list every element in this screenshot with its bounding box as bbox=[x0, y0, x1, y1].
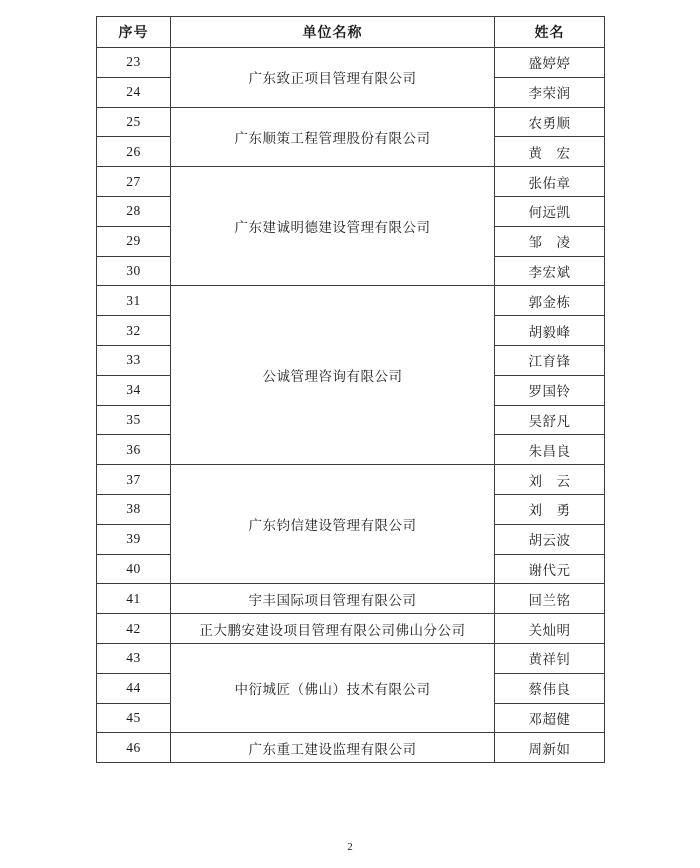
person-name-cell: 刘 云 bbox=[495, 465, 605, 495]
table-row bbox=[97, 584, 605, 614]
company-name-cell: 广东钧信建设管理有限公司 bbox=[171, 465, 495, 584]
serial-number-cell: 33 bbox=[97, 345, 171, 375]
serial-number-cell: 37 bbox=[97, 465, 171, 495]
person-name-cell: 刘 勇 bbox=[495, 494, 605, 524]
serial-number-cell: 32 bbox=[97, 316, 171, 346]
page-number: 2 bbox=[347, 841, 353, 853]
serial-number-cell: 31 bbox=[97, 286, 171, 316]
header-person-name: 姓名 bbox=[495, 17, 605, 48]
serial-number-cell: 35 bbox=[97, 405, 171, 435]
person-name-cell: 黄 宏 bbox=[495, 137, 605, 167]
company-name-cell: 宇丰国际项目管理有限公司 bbox=[171, 584, 495, 614]
table-row bbox=[97, 643, 605, 673]
header-row bbox=[97, 17, 605, 48]
person-name-cell: 张佑章 bbox=[495, 167, 605, 197]
person-name-cell: 李荣润 bbox=[495, 77, 605, 107]
table-row bbox=[97, 286, 605, 316]
table-row bbox=[97, 465, 605, 495]
table-row bbox=[97, 614, 605, 644]
person-name-cell: 江育锋 bbox=[495, 345, 605, 375]
company-name-cell: 广东建诚明德建设管理有限公司 bbox=[171, 167, 495, 286]
serial-number-cell: 34 bbox=[97, 375, 171, 405]
serial-number-cell: 41 bbox=[97, 584, 171, 614]
person-name-cell: 郭金栋 bbox=[495, 286, 605, 316]
table-row bbox=[97, 107, 605, 137]
serial-number-cell: 40 bbox=[97, 554, 171, 584]
person-name-cell: 李宏斌 bbox=[495, 256, 605, 286]
person-name-cell: 胡云波 bbox=[495, 524, 605, 554]
person-name-cell: 黄祥钊 bbox=[495, 643, 605, 673]
company-name-cell: 公诚管理咨询有限公司 bbox=[171, 286, 495, 465]
company-name-cell: 广东致正项目管理有限公司 bbox=[171, 48, 495, 108]
serial-number-cell: 36 bbox=[97, 435, 171, 465]
person-name-cell: 谢代元 bbox=[495, 554, 605, 584]
table-row bbox=[97, 733, 605, 763]
serial-number-cell: 25 bbox=[97, 107, 171, 137]
table-row bbox=[97, 167, 605, 197]
person-name-cell: 朱昌良 bbox=[495, 435, 605, 465]
person-name-cell: 何远凯 bbox=[495, 196, 605, 226]
serial-number-cell: 26 bbox=[97, 137, 171, 167]
serial-number-cell: 43 bbox=[97, 643, 171, 673]
serial-number-cell: 24 bbox=[97, 77, 171, 107]
serial-number-cell: 42 bbox=[97, 614, 171, 644]
person-name-cell: 关灿明 bbox=[495, 614, 605, 644]
company-name-cell: 正大鹏安建设项目管理有限公司佛山分公司 bbox=[171, 614, 495, 644]
person-name-cell: 回兰铭 bbox=[495, 584, 605, 614]
company-name-cell: 中衍城匠（佛山）技术有限公司 bbox=[171, 643, 495, 732]
person-name-cell: 盛婷婷 bbox=[495, 48, 605, 78]
serial-number-cell: 28 bbox=[97, 196, 171, 226]
roster-table bbox=[96, 16, 605, 763]
person-name-cell: 周新如 bbox=[495, 733, 605, 763]
serial-number-cell: 39 bbox=[97, 524, 171, 554]
person-name-cell: 胡毅峰 bbox=[495, 316, 605, 346]
table-row bbox=[97, 48, 605, 78]
person-name-cell: 吴舒凡 bbox=[495, 405, 605, 435]
serial-number-cell: 30 bbox=[97, 256, 171, 286]
person-name-cell: 农勇顺 bbox=[495, 107, 605, 137]
company-name-cell: 广东顺策工程管理股份有限公司 bbox=[171, 107, 495, 167]
header-company-name: 单位名称 bbox=[171, 17, 495, 48]
company-name-cell: 广东重工建设监理有限公司 bbox=[171, 733, 495, 763]
serial-number-cell: 23 bbox=[97, 48, 171, 78]
person-name-cell: 蔡伟良 bbox=[495, 673, 605, 703]
serial-number-cell: 38 bbox=[97, 494, 171, 524]
serial-number-cell: 46 bbox=[97, 733, 171, 763]
header-serial-number: 序号 bbox=[97, 17, 171, 48]
person-name-cell: 邹 凌 bbox=[495, 226, 605, 256]
serial-number-cell: 44 bbox=[97, 673, 171, 703]
serial-number-cell: 27 bbox=[97, 167, 171, 197]
serial-number-cell: 29 bbox=[97, 226, 171, 256]
person-name-cell: 罗国铃 bbox=[495, 375, 605, 405]
person-name-cell: 邓超健 bbox=[495, 703, 605, 733]
serial-number-cell: 45 bbox=[97, 703, 171, 733]
